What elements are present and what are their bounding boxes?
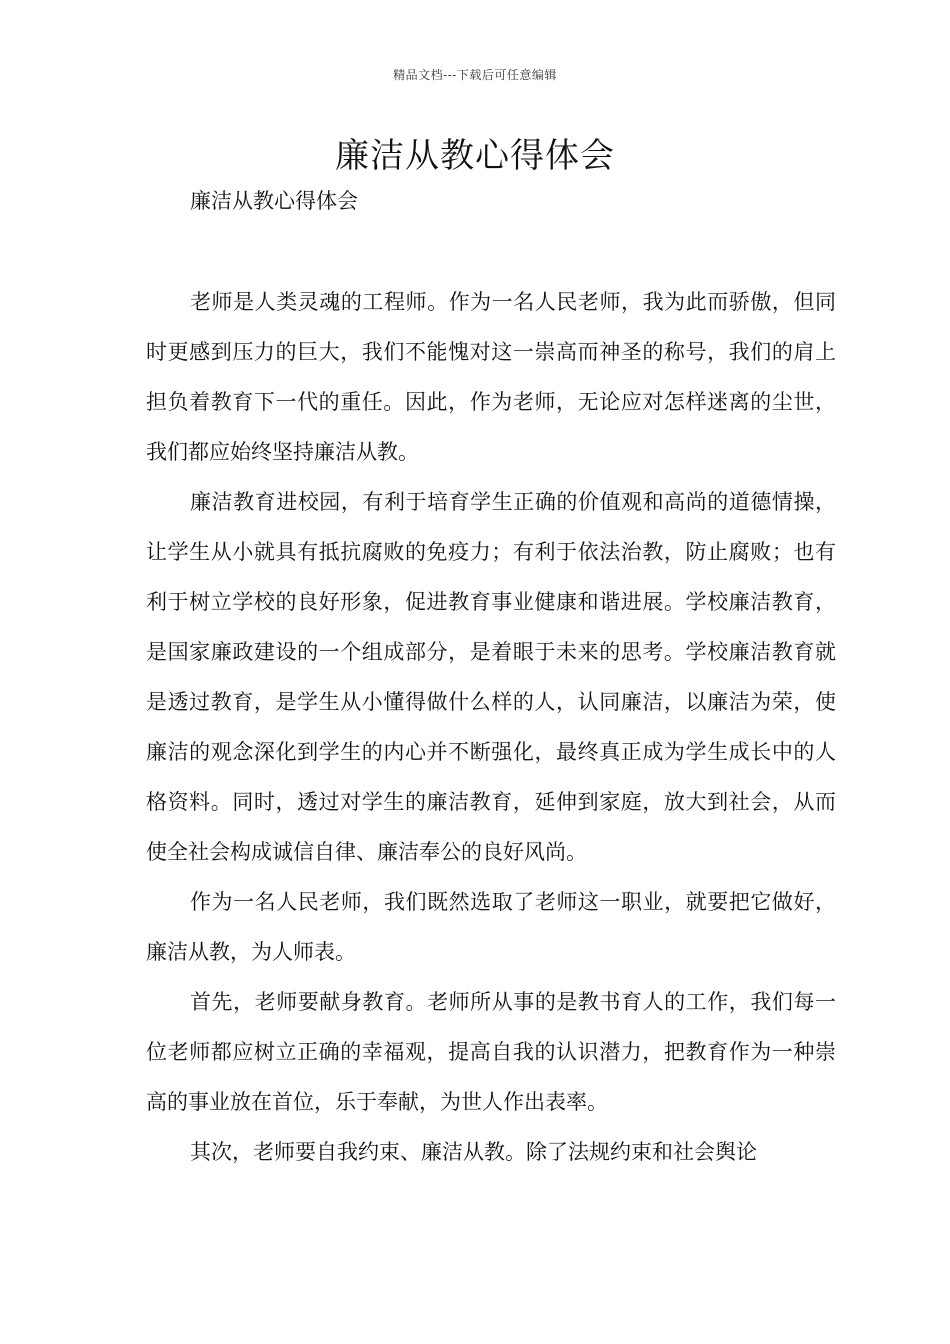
paragraph: 廉洁教育进校园，有利于培育学生正确的价值观和高尚的道德情操，让学生从小就具有抵抗腐败的免疫力；有利于依法治教，防止腐败；也有利于树立学校的良好形象，促进教育事业健康和谐进展。学校廉洁教育，是国家廉政建设的一个组成部分，是着眼于未来的思考。学校廉洁教育就是透过教育，是学生从小懂得做什么样的人，认同廉洁，以廉洁为荣，使廉洁的观念深化到学生的内心并不断强化，最终真正成为学生成长中的人格资料。同时，透过对学生的廉洁教育，延伸到家庭，放大到社会，从而使全社会构成诚信自律、廉洁奉公的良好风尚。	[146, 490, 836, 864]
paragraph: 其次，老师要自我约束、廉洁从教。除了法规约束和社会舆论	[190, 1140, 757, 1164]
paragraph: 首先，老师要献身教育。老师所从事的是教书育人的工作，我们每一位老师都应树立正确的幸福观，提高自我的认识潜力，把教育作为一种崇高的事业放在首位，乐于奉献，为世人作出表率。	[146, 990, 836, 1114]
document-body	[146, 277, 836, 1177]
paragraph: 老师是人类灵魂的工程师。作为一名人民老师，我为此而骄傲，但同时更感到压力的巨大，我们不能愧对这一崇高而神圣的称号，我们的肩上担负着教育下一代的重任。因此，作为老师，无论应对怎样迷离的尘世，我们都应始终坚持廉洁从教。	[146, 290, 836, 464]
document-title: 廉洁从教心得体会	[335, 136, 615, 176]
header-note: 精品文档---下载后可任意编辑	[393, 68, 557, 82]
paragraph: 作为一名人民老师，我们既然选取了老师这一职业，就要把它做好，廉洁从教，为人师表。	[146, 890, 836, 964]
document-subtitle: 廉洁从教心得体会	[190, 189, 358, 213]
